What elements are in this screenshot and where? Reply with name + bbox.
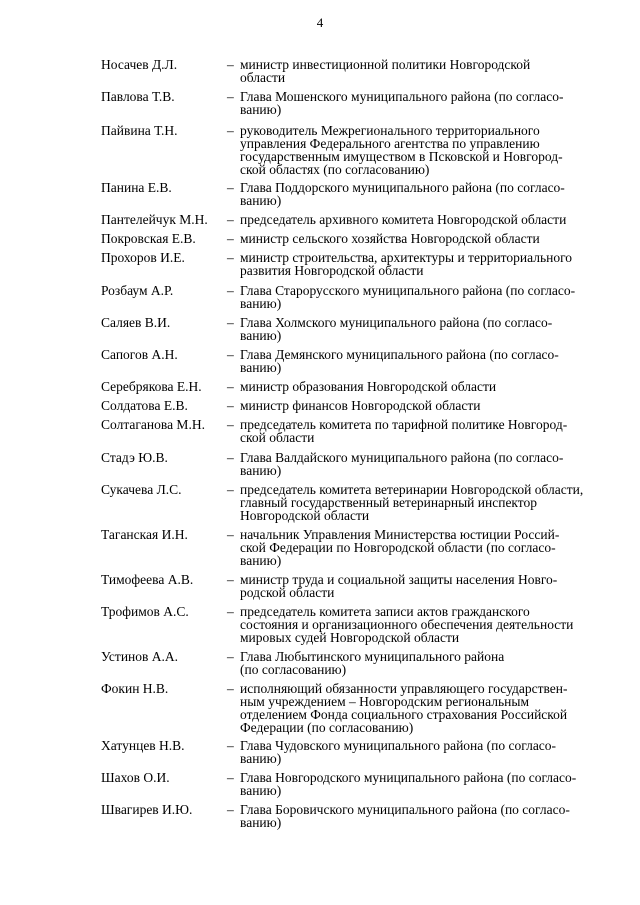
position-line: ванию) bbox=[240, 102, 282, 117]
position-line: Глава Старорусского муниципального района (по согласо- bbox=[240, 283, 576, 298]
position-line: ванию) bbox=[240, 783, 282, 798]
position-line: Глава Валдайского муниципального района (по согласо- bbox=[240, 450, 564, 465]
position-line: ской областях (по согласованию) bbox=[240, 162, 430, 177]
position-line: Глава Новгородского муниципального района (по согласо- bbox=[240, 770, 577, 785]
position-line: ванию) bbox=[240, 193, 282, 208]
member-position bbox=[240, 380, 612, 393]
position-line: председатель комитета записи актов гражданского bbox=[240, 604, 530, 619]
position-line: председатель комитета по тарифной политике Новгород- bbox=[240, 417, 568, 432]
member-position bbox=[240, 739, 612, 765]
member-position bbox=[240, 284, 612, 310]
member-position bbox=[240, 399, 612, 412]
position-line: Глава Поддорского муниципального района (по согласо- bbox=[240, 180, 565, 195]
member-name: Саляев В.И. bbox=[101, 315, 171, 330]
member-name: Таганская И.Н. bbox=[101, 527, 188, 542]
member-position bbox=[240, 650, 612, 676]
member-name: Пайвина Т.Н. bbox=[101, 123, 178, 138]
dash-separator: – bbox=[227, 315, 234, 330]
member-name: Пантелейчук М.Н. bbox=[101, 212, 208, 227]
position-line: мировых судей Новгородской области bbox=[240, 630, 460, 645]
dash-separator: – bbox=[227, 604, 234, 619]
position-line: Новгородской области bbox=[240, 508, 370, 523]
position-line: ванию) bbox=[240, 751, 282, 766]
position-line: ванию) bbox=[240, 296, 282, 311]
member-name: Сапогов А.Н. bbox=[101, 347, 178, 362]
position-line: ванию) bbox=[240, 815, 282, 830]
position-line: министр образования Новгородской области bbox=[240, 379, 497, 394]
member-position bbox=[240, 213, 612, 226]
position-line: государственным имуществом в Псковской и Новгород- bbox=[240, 149, 563, 164]
position-line: ской области bbox=[240, 430, 315, 445]
dash-separator: – bbox=[227, 57, 234, 72]
position-line: Глава Боровичского муниципального района (по согласо- bbox=[240, 802, 570, 817]
dash-separator: – bbox=[227, 417, 234, 432]
member-position bbox=[240, 181, 612, 207]
dash-separator: – bbox=[227, 482, 234, 497]
page-number: 4 bbox=[316, 15, 324, 30]
member-name: Носачев Д.Л. bbox=[101, 57, 178, 72]
position-line: ской Федерации по Новгородской области (по согласо- bbox=[240, 540, 556, 555]
position-line: ванию) bbox=[240, 553, 282, 568]
member-name: Солтаганова М.Н. bbox=[101, 417, 205, 432]
member-position bbox=[240, 771, 612, 797]
member-name: Прохоров И.Е. bbox=[101, 250, 185, 265]
dash-separator: – bbox=[227, 250, 234, 265]
dash-separator: – bbox=[227, 738, 234, 753]
position-line: состояния и организационного обеспечения деятельности bbox=[240, 617, 574, 632]
member-position bbox=[240, 348, 612, 374]
member-name: Сукачева Л.С. bbox=[101, 482, 182, 497]
dash-separator: – bbox=[227, 770, 234, 785]
position-line: управления Федерального агентства по управлению bbox=[240, 136, 540, 151]
dash-separator: – bbox=[227, 681, 234, 696]
member-name: Фокин Н.В. bbox=[101, 681, 169, 696]
dash-separator: – bbox=[227, 398, 234, 413]
member-name: Серебрякова Е.Н. bbox=[101, 379, 202, 394]
member-name: Павлова Т.В. bbox=[101, 89, 175, 104]
member-position bbox=[240, 682, 612, 734]
member-position bbox=[240, 316, 612, 342]
dash-separator: – bbox=[227, 212, 234, 227]
dash-separator: – bbox=[227, 527, 234, 542]
member-position bbox=[240, 90, 612, 116]
member-position bbox=[240, 124, 612, 176]
dash-separator: – bbox=[227, 450, 234, 465]
member-position bbox=[240, 528, 612, 567]
member-name: Швагирев И.Ю. bbox=[101, 802, 193, 817]
member-name: Устинов А.А. bbox=[101, 649, 179, 664]
member-name: Трофимов А.С. bbox=[101, 604, 189, 619]
dash-separator: – bbox=[227, 347, 234, 362]
member-name: Панина Е.В. bbox=[101, 180, 172, 195]
position-line: исполняющий обязанности управляющего государствен- bbox=[240, 681, 568, 696]
member-position bbox=[240, 483, 612, 522]
dash-separator: – bbox=[227, 231, 234, 246]
member-name: Тимофеева А.В. bbox=[101, 572, 194, 587]
position-line: руководитель Межрегионального территориального bbox=[240, 123, 540, 138]
member-position bbox=[240, 232, 612, 245]
member-position bbox=[240, 803, 612, 829]
position-line: ным учреждением – Новгородским региональным bbox=[240, 694, 529, 709]
position-line: председатель комитета ветеринарии Новгородской области, bbox=[240, 482, 584, 497]
member-name: Покровская Е.В. bbox=[101, 231, 196, 246]
member-position bbox=[240, 58, 612, 84]
position-line: министр финансов Новгородской области bbox=[240, 398, 481, 413]
member-name: Розбаум А.Р. bbox=[101, 283, 174, 298]
dash-separator: – bbox=[227, 572, 234, 587]
position-line: Глава Холмского муниципального района (по согласо- bbox=[240, 315, 553, 330]
position-line: министр строительства, архитектуры и территориального bbox=[240, 250, 573, 265]
member-name: Стадэ Ю.В. bbox=[101, 450, 168, 465]
position-line: министр труда и социальной защиты населения Новго- bbox=[240, 572, 558, 587]
position-line: главный государственный ветеринарный инспектор bbox=[240, 495, 538, 510]
position-line: области bbox=[240, 70, 286, 85]
dash-separator: – bbox=[227, 123, 234, 138]
dash-separator: – bbox=[227, 180, 234, 195]
position-line: развития Новгородской области bbox=[240, 263, 424, 278]
position-line: ванию) bbox=[240, 328, 282, 343]
member-position bbox=[240, 451, 612, 477]
dash-separator: – bbox=[227, 379, 234, 394]
dash-separator: – bbox=[227, 649, 234, 664]
dash-separator: – bbox=[227, 283, 234, 298]
dash-separator: – bbox=[227, 89, 234, 104]
position-line: Глава Чудовского муниципального района (по согласо- bbox=[240, 738, 557, 753]
position-line: министр сельского хозяйства Новгородской области bbox=[240, 231, 540, 246]
position-line: начальник Управления Министерства юстиции Россий- bbox=[240, 527, 560, 542]
dash-separator: – bbox=[227, 802, 234, 817]
member-position bbox=[240, 251, 612, 277]
member-name: Солдатова Е.В. bbox=[101, 398, 188, 413]
member-position bbox=[240, 605, 612, 644]
member-position bbox=[240, 573, 612, 599]
position-line: ванию) bbox=[240, 360, 282, 375]
position-line: ванию) bbox=[240, 463, 282, 478]
position-line: министр инвестиционной политики Новгородской bbox=[240, 57, 531, 72]
position-line: родской области bbox=[240, 585, 335, 600]
position-line: (по согласованию) bbox=[240, 662, 347, 677]
position-line: Глава Любытинского муниципального района bbox=[240, 649, 505, 664]
position-line: отделением Фонда социального страхования Российской bbox=[240, 707, 568, 722]
position-line: Глава Мошенского муниципального района (по согласо- bbox=[240, 89, 564, 104]
position-line: председатель архивного комитета Новгородской области bbox=[240, 212, 567, 227]
member-name: Шахов О.И. bbox=[101, 770, 170, 785]
member-name: Хатунцев Н.В. bbox=[101, 738, 185, 753]
member-position bbox=[240, 418, 612, 444]
position-line: Глава Демянского муниципального района (по согласо- bbox=[240, 347, 559, 362]
position-line: Федерации (по согласованию) bbox=[240, 720, 414, 735]
